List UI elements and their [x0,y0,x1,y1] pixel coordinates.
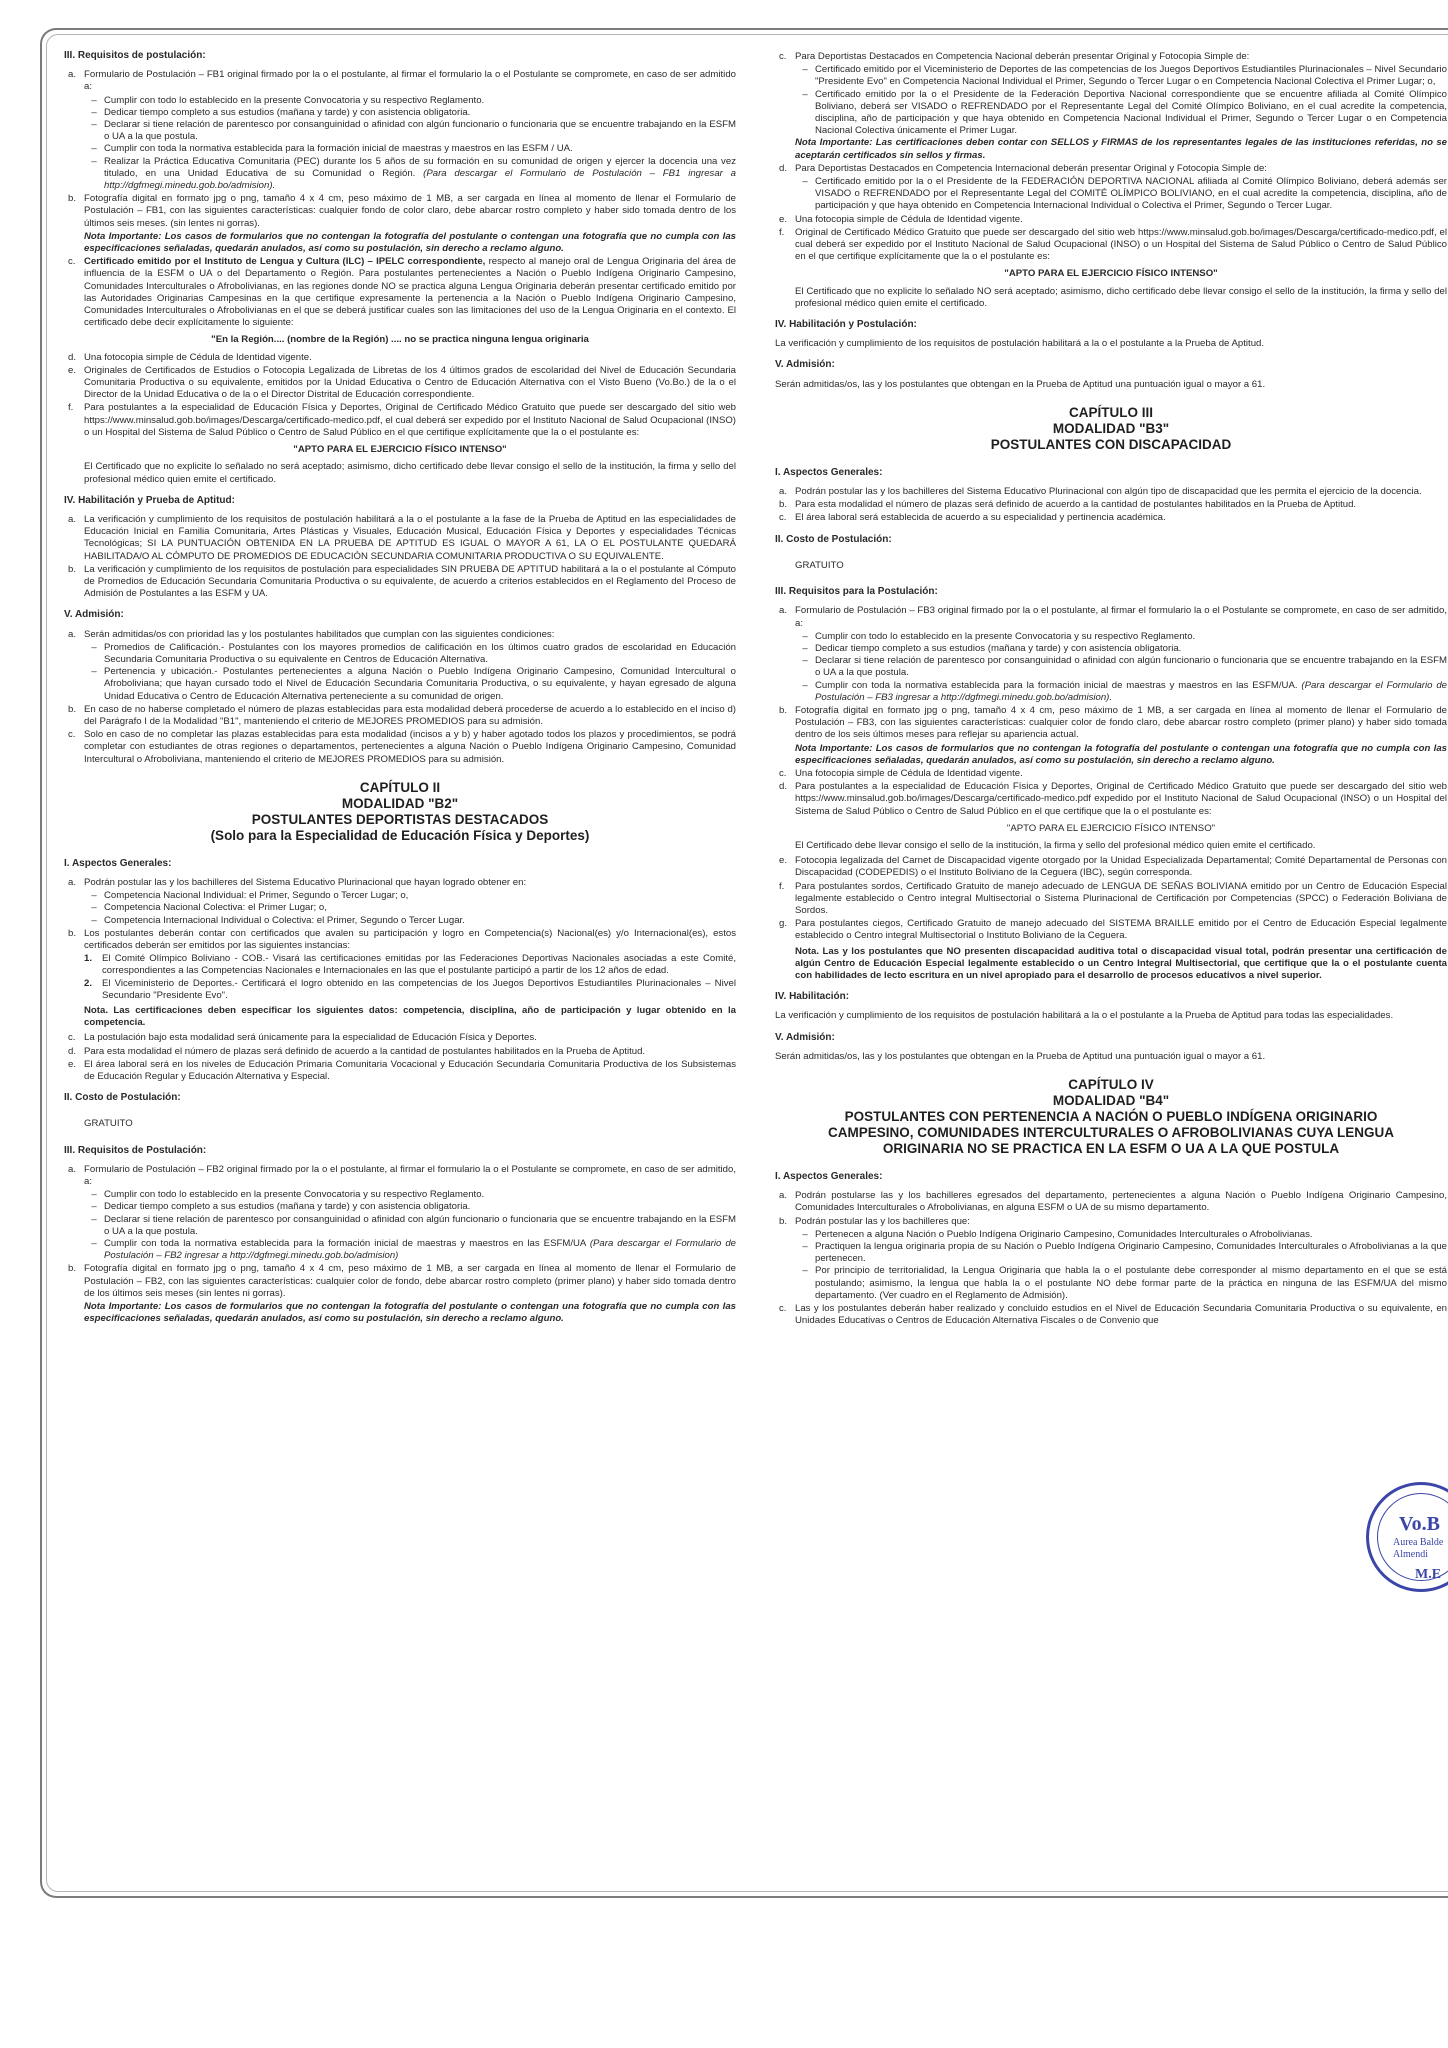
paragraph: Serán admitidas/os, las y los postulantes que obtengan en la Prueba de Aptitud una puntuación igual o mayor a 61. [775,1050,1266,1062]
section-heading: IV. Habilitación: [775,991,850,1003]
quote-text: "APTO PARA EL EJERCICIO FÍSICO INTENSO" [293,444,507,456]
dash-item: – Dedicar tiempo completo a sus estudios (mañana y tarde) y con asistencia obligatoria. [91,1201,471,1213]
important-note: Nota Importante: Las certificaciones deben contar con SELLOS y FIRMAS de los representantes legales de las instituciones referidas, no se aceptarán certificados sin sellos y firmas. [795,137,1447,161]
dash-item: – Competencia Internacional Individual o Colectiva: el Primer, Segundo o Tercer Lugar. [91,914,465,926]
dash-item: – Promedios de Calificación.- Postulantes con los mayores promedios de calificación en los últimos cuatro grados de escolaridad en Educación Secundaria Comunitaria Productiva o su equivalente en Centros de Educación Alternativa. [91,641,736,665]
stamp-name: Aurea Balde Almendi [1393,1537,1444,1560]
list-item: c. Una fotocopia simple de Cédula de Identidad vigente. [779,767,1023,779]
dash-item: – Pertenecen a alguna Nación o Pueblo Indígena Originario Campesino, Comunidades Interculturales o Afrobolivianas. [802,1228,1313,1240]
dash-item: – Cumplir con todo lo establecido en la presente Convocatoria y su respectivo Reglamento. [91,94,485,106]
list-item: d. Una fotocopia simple de Cédula de Identidad vigente. [68,351,312,363]
list-item: f. Original de Certificado Médico Gratuito que puede ser descargado del sitio web https://www.minsalud.gob.bo/images/Descarga/certificado-medico.pdf, el cual deberá ser expedido por el Instituto Nacional de Salud Ocupacional (INSO) o un Hospital del Sistema de Salud Público o Centro de Salud Público en el que certifique explícitamente que la o el postulante es: [779,226,1447,263]
list-item: a. Formulario de Postulación – FB1 original firmado por la o el postulante, al firmar el formulario la o el Postulante se compromete, en caso de ser admitido a: [68,69,736,93]
list-item: b. Fotografía digital en formato jpg o png, tamaño 4 x 4 cm, peso máximo de 1 MB, a ser cargada en línea al momento de llenar el Formulario de Postulación – FB3, con las siguientes características: cualquier color de fondo claro, debe abarcar rostro completo (primer plano) y haber sido tomada dentro de los seis últimos meses para reflejar su apariencia actual. [779,704,1447,741]
important-note: Nota Importante: Los casos de formularios que no contengan la fotografía del postulante o contengan una fotografía que no cumpla con las especificaciones señaladas, quedarán anulados, así como su postulación, sin derecho a reclamo alguno. [84,230,736,255]
dash-item: – Cumplir con toda la normativa establecida para la formación inicial de maestras y maestros en las ESFM / UA. [91,143,573,155]
dash-item: – Declarar si tiene relación de parentesco por consanguinidad o afinidad con algún funcionario o funcionaria que se encuentre trabajando en la ESFM o UA a la que postula. [91,1213,736,1237]
list-item: c. El área laboral será establecida de acuerdo a su especialidad y pertinencia académica. [779,512,1166,524]
list-item: c. Para Deportistas Destacados en Competencia Nacional deberán presentar Original y Fotocopia Simple de: [779,51,1250,62]
chapter-title: CAPÍTULO III MODALIDAD "B3" POSTULANTES CON DISCAPACIDAD [990,404,1232,452]
dash-item: – Realizar la Práctica Educativa Comunitaria (PEC) durante los 5 años de su formación en su comunidad de origen y ejercer la docencia una vez titulado, en una Unidad Educativa de su Comunidad o Región. (Para descargar el Formulario de Postulación – FB1 ingresar a http://dgfmegi.minedu.gob.bo/admision). [91,155,736,192]
list-item: a. Podrán postularse las y los bachilleres egresados del departamento, pertenecientes a alguna Nación o Pueblo Indígena Originario Campesino, Comunidades Interculturales o Afrobolivianas, en alguna ESFM o UA de su mismo departamento. [779,1190,1447,1214]
numbered-item: 2. El Viceministerio de Deportes.- Certificará el logro obtenido en las competencias de los Juegos Deportivos Estudiantiles Plurinacionales – Nivel Secundario "Presidente Evo". [84,977,736,1001]
paragraph: El Certificado que no explicite lo señalado no será aceptado; asimismo, dicho certificado debe llevar consigo el sello de la institución, la firma y sello del profesional médico quien emite el certificado. [84,461,736,485]
list-item: a. Formulario de Postulación – FB2 original firmado por la o el postulante, al firmar el formulario la o el Postulante se compromete, en caso de ser admitido, a: [68,1163,736,1188]
list-item: f. Para postulantes a la especialidad de Educación Física y Deportes, Original de Certificado Médico Gratuito que puede ser descargado del sitio web https://www.minsalud.gob.bo/images/Descarga/certificado-medico.pdf, el cual deberá ser expedido por el Instituto Nacional de Salud Ocupacional (INSO) o un Hospital del Sistema de Salud Público o Centro de Salud Público en el que certifique explícitamente que la o el postulante es: [68,402,736,438]
quote-text: "En la Región.... (nombre de la Región) .... no se practica ninguna lengua originaria [211,334,589,346]
cost-value: GRATUITO [84,1118,133,1130]
dash-item: – Certificado emitido por la o el Presidente de la Federación Deportiva Nacional correspondiente que se encuentre afiliada al Comité Olímpico Boliviano, deberá ser VISADO o REFRENDADO por el Representante Legal del Comité Olímpico Boliviano, en el cual acredite la competencia, disciplina, año de participación y que haya obtenido en Competencia Nacional Individual el Primer, Segundo o Tercer Lugar o en Competencia Nacional Colectiva únicamente el Primer Lugar. [802,88,1447,137]
dash-item: – Competencia Nacional Individual: el Primer, Segundo o Tercer Lugar; o, [91,890,409,902]
dash-item: – Practiquen la lengua originaria propia de su Nación o Pueblo Indígena Originario Campesino, Comunidades Interculturales o Afrobolivianas a la que pertenecen. [802,1241,1447,1265]
paragraph: La verificación y cumplimiento de los requisitos de postulación habilitará a la o el postulante a la Prueba de Aptitud. [775,338,1265,350]
dash-item: – Competencia Nacional Colectiva: el Primer Lugar; o, [91,902,327,914]
section-heading: II. Costo de Postulación: [775,533,892,545]
quote-text: "APTO PARA EL EJERCICIO FÍSICO INTENSO" [1006,822,1216,834]
list-item: b. En caso de no haberse completado el número de plazas establecidas para esta modalidad deberá procederse de acuerdo a lo establecido en el inciso d) del Parágrafo I de la Modalidad "B1", manteniendo el criterio de MEJORES PROMEDIOS para su admisión. [68,703,736,727]
section-heading: IV. Habilitación y Prueba de Aptitud: [64,494,235,506]
dash-item: – Dedicar tiempo completo a sus estudios (mañana y tarde) y con asistencia obligatoria. [802,642,1182,654]
numbered-item: 1. El Comité Olímpico Boliviano - COB.- Visará las certificaciones emitidas por las Federaciones Deportivas Nacionales asociadas a este Comité, correspondientes a las Competencias Nacionales e Internacionales en las que el postulante participó a partir de los 12 años de edad. [84,953,736,977]
note: Nota. Las certificaciones deben especificar los siguientes datos: competencia, disciplina, año de participación y lugar obtenido en la competencia. [84,1005,736,1029]
dash-item: – Pertenencia y ubicación.- Postulantes pertenecientes a alguna Nación o Pueblo Indígena Originario Campesino, Comunidad Intercultural o Afroboliviana; que hayan cursado todo el Nivel de Educación Secundaria Comunitaria Productiva, o su equivalente, y hayan egresado de alguna Unidad Educativa o Centro de Educación Alternativa perteneciente a su comunidad de origen. [91,666,736,702]
chapter-title: CAPÍTULO II MODALIDAD "B2" POSTULANTES DEPORTISTAS DESTACADOS (Solo para la Especialidad de Educación Física y Deportes) [210,779,590,843]
paragraph: El Certificado que no explicite lo señalado NO será aceptado; asimismo, dicho certificado debe llevar consigo el sello de la institución, la firma y sello del profesional médico quien emite el certificado. [795,285,1447,309]
list-item: b. Fotografía digital en formato jpg o png, tamaño 4 x 4 cm, peso máximo de 1 MB, a ser cargada en línea al momento de llenar el Formulario de Postulación – FB1, con las siguientes características: cualquier fondo de color claro, debe abarcar rostro completo y haber sido tomada dentro de los últimos seis meses. (sin lentes ni gorras). [68,193,736,229]
paragraph: La verificación y cumplimiento de los requisitos de postulación habilitará a la o el postulante a la Prueba de Aptitud para todas las especialidades. [775,1010,1394,1022]
section-heading: I. Aspectos Generales: [775,1171,883,1182]
dash-item: – Declarar si tiene relación de parentesco por consanguinidad o afinidad con algún funcionario o funcionaria que se encuentre trabajando en la ESFM o UA a la que postula. [802,655,1447,679]
dash-item: – Certificado emitido por la o el Presidente de la FEDERACIÓN DEPORTIVA NACIONAL afiliada al Comité Olímpico Boliviano, deberá además ser VISADO o REFRENDADO por el Representante Legal del COMITÉ OLÍMPICO BOLIVIANO, en el cual acredite la competencia, disciplina, año de participación y que haya obtenido en Competencia Internacional Individual o Colectiva el Primer, Segundo o Tercer Lugar. [802,176,1447,212]
paragraph: Serán admitidas/os, las y los postulantes que obtengan en la Prueba de Aptitud una puntuación igual o mayor a 61. [775,378,1266,390]
dash-item: – Cumplir con todo lo establecido en la presente Convocatoria y su respectivo Reglamento. [802,630,1196,642]
list-item: c. Certificado emitido por el Instituto de Lengua y Cultura (ILC) – IPELC correspondiente, respecto al manejo oral de Lengua Originaria del área de influencia de la ESFM o UA o del Departamento o Región. Para postulantes pertenecientes a Nación o Pueblo Indígena Originario Campesino, Comunidades Interculturales o Afrobolivianas, en las regiones donde NO se practica alguna Lengua Originaria deberán presentar certificado emitido por las Autoridades Originarias Campesinas en la que certifique expresamente la pertenencia a la Nación o Pueblo Indígena Originario Campesino, Comunidades Interculturales o Afrobolivianas en el que se deberá justificar cuales son las limitaciones del uso de la Lengua Originaria en el contexto. El certificado debe decir explícitamente lo siguiente: [68,256,736,329]
list-item: g. Para postulantes ciegos, Certificado Gratuito de manejo adecuado del SISTEMA BRAILLE emitido por el Centro de Educación Especial legalmente establecido o Centro integral Multisectorial o Instituto Boliviano de la Ceguera. [779,918,1447,942]
list-item: b. Fotografía digital en formato jpg o png, tamaño 4 x 4 cm, peso máximo de 1 MB, a ser cargada en línea al momento de llenar el Formulario de Postulación – FB2, con las siguientes características: cualquier color de fondo, debe abarcar rostro completo (primer plano) y haber sido tomada dentro de los últimos seis meses (sin lentes ni gorras). [68,1263,736,1299]
section-heading: IV. Habilitación y Postulación: [775,319,917,331]
section-heading: III. Requisitos para la Postulación: [775,586,938,598]
paragraph: El Certificado debe llevar consigo el sello de la institución, la firma y sello del profesional médico quien emite el certificado. [795,839,1316,851]
list-item: b. La verificación y cumplimiento de los requisitos de postulación para especialidades SIN PRUEBA DE APTITUD habilitará a la o el postulante al Cómputo de Promedios de Educación Secundaria Comunitaria Productiva o su equivalente, de acuerdo a criterios establecidos en el Reglamento del Proceso de Admisión de Postulantes a las ESFM y UA. [68,563,736,600]
stamp-initials: M.E [1415,1567,1442,1582]
list-item: f. Para postulantes sordos, Certificado Gratuito de manejo adecuado de LENGUA DE SEÑAS BOLIVIANA emitido por un Centro de Educación Especial legalmente establecido o Centro integral Multisectorial o Sistema Plurinacional de Certificación por Competencias (SPCC) o Federación Boliviana de Sordos. [779,880,1447,916]
list-item: b. Los postulantes deberán contar con certificados que avalen su participación y logro en Competencia(s) Nacional(es) y/o Internacional(es), estos certificados deberán ser emitidos por las siguientes instancias: [68,927,736,951]
right-column [775,50,1447,1885]
left-column [64,50,736,1885]
list-item: d. Para postulantes a la especialidad de Educación Física y Deportes, Original de Certificado Médico Gratuito que puede ser descargado del sitio web https://www.minsalud.gob.bo/images/Descarga/certificado-medico.pdf expedido por el Instituto Nacional de Salud Ocupacional (INSO) o un Hospital del Sistema de Salud Público o Centro de Salud Público en el que certifique que la o el postulante es: [779,781,1447,817]
dash-item: – Declarar si tiene relación de parentesco por consanguinidad o afinidad con algún funcionario o funcionaria que se encuentre trabajando en la ESFM o UA a la que postula. [91,119,736,143]
list-item: d. Para esta modalidad el número de plazas será definido de acuerdo a la cantidad de postulantes habilitados en la Prueba de Aptitud. [68,1045,646,1057]
section-heading: III. Requisitos de Postulación: [64,1144,207,1156]
list-item: c. Solo en caso de no completar las plazas establecidas para esta modalidad (incisos a y b) y haber agotado todos los plazos y procedimientos, se podrá completar con estudiantes de otras regiones o departamentos, pertenecientes a alguna Nación o Pueblo Indígena Originario Campesino, Comunidad Intercultural o Afroboliviana, manteniendo el criterio de MEJORES PROMEDIOS para su admisión. [68,729,736,765]
list-item: a. Podrán postular las y los bachilleres del Sistema Educativo Plurinacional que hayan logrado obtener en: [68,876,527,888]
chapter-title: CAPÍTULO IV MODALIDAD "B4" POSTULANTES CON PERTENENCIA A NACIÓN O PUEBLO INDÍGENA ORIGINARIO CAMPESINO, COMUNIDADES INTERCULTURALES O AFROBOLIVIANAS CUYA LENGUA ORIGINARIA NO SE PRACTICA EN LA ESFM O UA A LA QUE POSTULA [827,1077,1395,1156]
list-item: c. La postulación bajo esta modalidad será únicamente para la especialidad de Educación Física y Deportes. [68,1032,537,1044]
list-item: b. Podrán postular las y los bachilleres que: [779,1215,970,1227]
list-item: e. El área laboral será en los niveles de Educación Primaria Comunitaria Vocacional y Educación Secundaria Comunitaria Productiva de los Subsistemas de Educación Regular y Educación Alternativa y Especial. [68,1058,736,1083]
list-item: a. Formulario de Postulación – FB3 original firmado por la o el postulante, al firmar el formulario la o el Postulante se compromete, en caso de ser admitido, a: [779,605,1447,629]
dash-item: – Cumplir con toda la normativa establecida para la formación inicial de maestras y maestros en las ESFM/UA. (Para descargar el Formulario de Postulación – FB3 ingresar a http://dgfmegi.minedu.gob.bo/admision). [802,679,1447,703]
quote-text: "APTO PARA EL EJERCICIO FÍSICO INTENSO" [1004,268,1218,280]
list-item: c. Las y los postulantes deberán haber realizado y concluido estudios en el Nivel de Educación Secundaria Comunitaria Productiva o su equivalente, en Unidades Educativas o Centros de Educación Alternativa Fiscales o de Convenio que [779,1303,1447,1327]
section-heading: V. Admisión: [775,359,835,371]
important-note: Nota Importante: Los casos de formularios que no contengan la fotografía del postulante o contengan una fotografía que no cumpla con las especificaciones señaladas, quedarán anulados, así como su postulación, sin derecho a reclamo alguno. [795,742,1447,766]
important-note: Nota Importante: Los casos de formularios que no contengan la fotografía del postulante o contengan una fotografía que no cumpla con las especificaciones señaladas, quedarán anulados, así como su postulación, sin derecho a reclamo alguno. [84,1301,736,1325]
dash-item: – Certificado emitido por el Viceministerio de Deportes de las competencias de los Juegos Deportivos Estudiantiles Plurinacionales – Nivel Secundario "Presidente Evo" en Competencia Nacional Individual el Primer, Segundo o Tercer Lugar o en Competencia Nacional Colectiva el Primer Lugar; o, [802,64,1447,88]
dash-item: – Cumplir con todo lo establecido en la presente Convocatoria y su respectivo Reglamento. [91,1189,485,1201]
section-heading: I. Aspectos Generales: [775,466,883,478]
list-item: a. Serán admitidas/os con prioridad las y los postulantes habilitados que cumplan con las siguientes condiciones: [68,628,555,640]
cost-value: GRATUITO [795,559,844,571]
list-item: e. Una fotocopia simple de Cédula de Identidad vigente. [779,213,1023,225]
dash-item: – Dedicar tiempo completo a sus estudios (mañana y tarde) y con asistencia obligatoria. [91,106,471,118]
note: Nota. Las y los postulantes que NO presenten discapacidad auditiva total o discapacidad visual total, podrán presentar una certificación de algún Centro de Educación Especial legalmente establecido o un Centro Integral Multisectorial, que certifique que la o el postulante cuenta con habilidades de lecto escritura en un nivel apropiado para el desarrollo de procesos educativos a nivel superior. [795,945,1447,981]
dash-item: – Por principio de territorialidad, la Lengua Originaria que habla la o el postulante debe corresponder al mismo departamento en el que se está postulando; asimismo, la lengua que habla la o el postulante NO debe formar parte de la práctica en ninguna de las ESFM/UA del mismo departamento. (Ver cuadro en el Reglamento de Admisión). [802,1265,1447,1301]
section-heading: I. Aspectos Generales: [64,857,172,869]
list-item: e. Originales de Certificados de Estudios o Fotocopia Legalizada de Libretas de los 4 últimos grados de escolaridad del Nivel de Educación Secundaria Comunitaria Productiva o su equivalente, emitidos por la Unidad Educativa o Centro de Educación Alternativa con el Visto Bueno (Vo.Bo.) de la o el Director de la Unidad Educativa o de la o el Director Distrital de Educación correspondiente. [68,364,736,401]
stamp-vobo: Vo.B [1399,1513,1440,1535]
section-heading: III. Requisitos de postulación: [64,50,206,61]
list-item: b. Para esta modalidad el número de plazas será definido de acuerdo a la cantidad de postulantes habilitados en la Prueba de Aptitud. [779,499,1357,511]
section-heading: II. Costo de Postulación: [64,1092,181,1104]
section-heading: V. Admisión: [64,609,124,621]
dash-item: – Cumplir con toda la normativa establecida para la formación inicial de maestras y maestros en las ESFM/UA (Para descargar el Formulario de Postulación – FB2 ingresar a http://dgfmegi.minedu.gob.bo/admision) [91,1238,736,1262]
list-item: d. Para Deportistas Destacados en Competencia Internacional deberán presentar Original y Fotocopia Simple de: [779,162,1267,174]
list-item: e. Fotocopia legalizada del Carnet de Discapacidad vigente otorgado por la Unidad Especializada Departamental; Comité Departamental de Personas con Discapacidad (CODEPEDIS) o el Instituto Boliviano de la Ceguera (IBC), según corresponda. [779,855,1447,879]
list-item: a. La verificación y cumplimiento de los requisitos de postulación habilitará a la o el postulante a la fase de la Prueba de Aptitud en las especialidades de Educación Inicial en Familia Comunitaria, Artes Plásticas y Visuales, Educación Musical, Educación Física y Deportes y especialidades Técnicas Tecnológicas; SI LA PUNTUACIÓN OBTENIDA EN LA PRUEBA DE APTITUD ES IGUAL O MAYOR A 61, LA O EL POSTULANTE QUEDARÁ HABILITADA/O AL CÓMPUTO DE PROMEDIOS DE EDUCACIÓN SECUNDARIA COMUNITARIA PRODUCTIVA O SU EQUIVALENTE. [68,513,736,562]
section-heading: V. Admisión: [775,1031,835,1043]
list-item: a. Podrán postular las y los bachilleres del Sistema Educativo Plurinacional con algún tipo de discapacidad que les permita el ejercicio de la docencia. [779,486,1422,498]
